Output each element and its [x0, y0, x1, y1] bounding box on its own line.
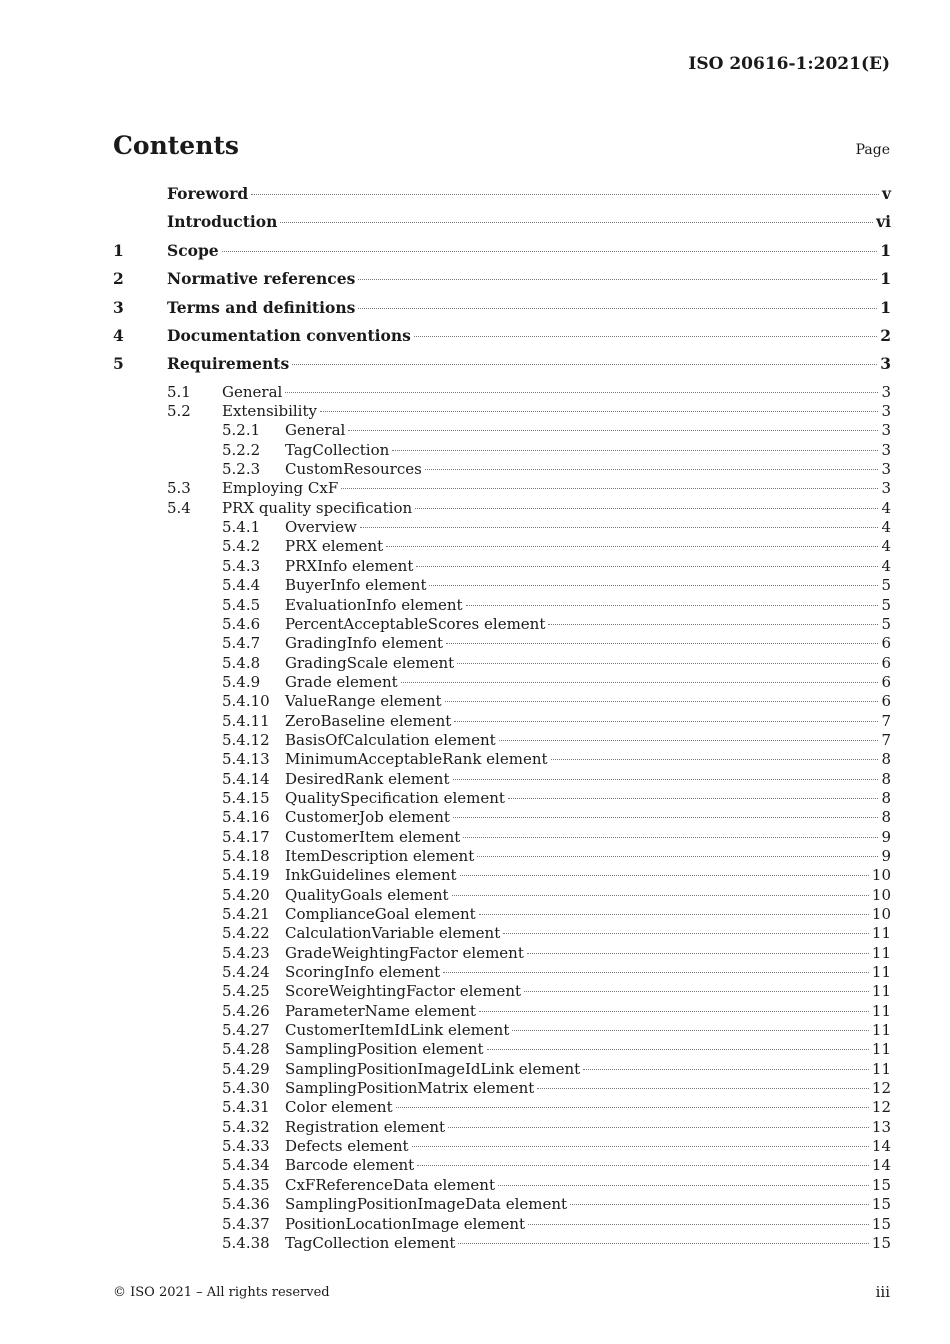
toc-entry[interactable] — [113, 1195, 891, 1214]
toc-entry[interactable] — [113, 184, 891, 212]
dot-leader — [460, 875, 869, 876]
dot-leader — [392, 450, 878, 451]
toc-entry-number: 5.4.31 — [222, 1098, 270, 1117]
toc-entry[interactable] — [113, 905, 891, 924]
toc-entry-page: 3 — [881, 479, 891, 498]
toc-entry-page: 12 — [871, 1098, 891, 1117]
toc-entry[interactable] — [113, 1060, 891, 1079]
toc-entry-label: Barcode element — [285, 1156, 415, 1175]
toc-entry-page: 11 — [871, 924, 891, 943]
toc-entry-number: 5.4.14 — [222, 769, 270, 788]
dot-leader — [251, 194, 879, 195]
toc-entry-number: 5.4.6 — [222, 614, 261, 633]
toc-entry-label: PRX element — [285, 537, 384, 556]
toc-entry[interactable] — [113, 692, 891, 711]
page-number: iii — [875, 1283, 890, 1301]
dot-leader — [463, 837, 878, 838]
toc-entry-label: SamplingPosition element — [285, 1040, 484, 1059]
toc-entry-page: 10 — [871, 866, 891, 885]
dot-leader — [508, 798, 879, 799]
toc-entry[interactable] — [113, 828, 891, 847]
toc-entry-number: 5.4.29 — [222, 1059, 270, 1078]
toc-entry-number: 5.4.5 — [222, 595, 261, 614]
toc-entry-page: 3 — [881, 421, 891, 440]
dot-leader — [503, 933, 869, 934]
toc-entry-page: 4 — [881, 498, 891, 517]
toc-entry[interactable] — [113, 1137, 891, 1156]
toc-entry-page: 9 — [881, 827, 891, 846]
dot-leader — [348, 430, 878, 431]
toc-entry-page: 11 — [871, 1001, 891, 1020]
toc-entry-page: 8 — [881, 788, 891, 807]
toc-entry[interactable] — [113, 1079, 891, 1098]
toc-entry[interactable] — [113, 1002, 891, 1021]
toc-entry-number: 5.4 — [167, 498, 191, 517]
toc-entry[interactable] — [113, 731, 891, 750]
toc-entry-number: 5.4.38 — [222, 1233, 270, 1252]
toc-entry-label: BasisOfCalculation element — [285, 730, 496, 749]
toc-entry-page: 4 — [881, 556, 891, 575]
toc-entry-label: CxFReferenceData element — [285, 1175, 495, 1194]
toc-entry-number: 5.3 — [167, 479, 191, 498]
toc-entry-label: PRXInfo element — [285, 556, 414, 575]
toc-entry-number: 5.4.25 — [222, 982, 270, 1001]
toc-entry-page: 4 — [881, 537, 891, 556]
toc-entry-page: 3 — [880, 354, 891, 374]
toc-entry-label: ScoringInfo element — [285, 963, 441, 982]
toc-entry-number: 5.4.1 — [222, 518, 261, 537]
dot-leader — [498, 1185, 869, 1186]
toc-entry-number: 4 — [113, 325, 124, 345]
toc-entry-label: Terms and definitions — [167, 297, 356, 317]
dot-leader — [320, 411, 878, 412]
toc-entry[interactable] — [113, 1215, 891, 1234]
dot-leader — [446, 643, 878, 644]
toc-entry-page: 3 — [881, 402, 891, 421]
toc-entry[interactable] — [113, 383, 891, 402]
dot-leader — [551, 759, 879, 760]
toc-entry[interactable] — [113, 673, 891, 692]
toc-entry-label: GradingInfo element — [285, 634, 444, 653]
toc-entry-number: 5.4.10 — [222, 692, 270, 711]
toc-entry[interactable] — [113, 298, 891, 326]
toc-entry[interactable] — [113, 654, 891, 673]
dot-leader — [358, 308, 877, 309]
toc-entry[interactable] — [113, 421, 891, 440]
toc-entry[interactable] — [113, 596, 891, 615]
toc-entry-label: BuyerInfo element — [285, 576, 427, 595]
toc-entry-number: 5.4.30 — [222, 1079, 270, 1098]
toc-entry-label: CustomerItem element — [285, 827, 461, 846]
dot-leader — [285, 392, 878, 393]
toc-entry-number: 5 — [113, 354, 124, 374]
dot-leader — [453, 779, 879, 780]
toc-entry[interactable] — [113, 1021, 891, 1040]
toc-entry[interactable] — [113, 241, 891, 269]
toc-entry[interactable] — [113, 1118, 891, 1137]
toc-entry-label: TagCollection — [285, 440, 390, 459]
dot-leader — [448, 1127, 869, 1128]
dot-leader — [458, 1243, 869, 1244]
dot-leader — [453, 817, 879, 818]
toc-entry-page: 5 — [881, 576, 891, 595]
toc-entry-number: 5.4.8 — [222, 653, 261, 672]
toc-entry-page: 6 — [881, 634, 891, 653]
toc-entry-label: GradingScale element — [285, 653, 455, 672]
toc-entry-label: ParameterName element — [285, 1001, 476, 1020]
toc-entry-page: 14 — [871, 1137, 891, 1156]
toc-entry-page: 11 — [871, 1021, 891, 1040]
toc-entry-number: 5.4.20 — [222, 885, 270, 904]
toc-entry-number: 5.4.36 — [222, 1195, 270, 1214]
dot-leader — [341, 488, 878, 489]
toc-entry-number: 5.4.19 — [222, 866, 270, 885]
toc-entry[interactable] — [113, 615, 891, 634]
dot-leader — [360, 527, 879, 528]
dot-leader — [477, 856, 878, 857]
toc-entry-page: 10 — [871, 905, 891, 924]
dot-leader — [457, 663, 878, 664]
toc-entry-page: 6 — [881, 672, 891, 691]
toc-entry[interactable] — [113, 1234, 891, 1253]
toc-entry-page: 3 — [881, 460, 891, 479]
toc-entry-page: 11 — [871, 1040, 891, 1059]
toc-entry-label: InkGuidelines element — [285, 866, 457, 885]
toc-entry-page: 1 — [880, 269, 891, 289]
page-column-label: Page — [855, 142, 890, 158]
toc-entry[interactable] — [113, 576, 891, 595]
toc-entry[interactable] — [113, 866, 891, 885]
toc-entry[interactable] — [113, 1040, 891, 1059]
dot-leader — [443, 972, 869, 973]
toc-entry-number: 5.4.26 — [222, 1001, 270, 1020]
toc-entry-number: 5.4.15 — [222, 788, 270, 807]
toc-entry-page: 2 — [880, 325, 891, 345]
toc-entry-number: 5.4.32 — [222, 1117, 270, 1136]
toc-entry-label: CustomerItemIdLink element — [285, 1021, 510, 1040]
toc-entry-label: Employing CxF — [222, 479, 339, 498]
toc-entry-label: CustomerJob element — [285, 808, 450, 827]
dot-leader — [466, 605, 879, 606]
toc-entry[interactable] — [113, 1098, 891, 1117]
toc-entry-label: MinimumAcceptableRank element — [285, 750, 548, 769]
toc-entry-number: 5.4.22 — [222, 924, 270, 943]
toc-entry-page: 1 — [880, 297, 891, 317]
toc-entry-label: CustomResources — [285, 460, 422, 479]
toc-entry-page: 8 — [881, 750, 891, 769]
toc-entry[interactable] — [113, 269, 891, 297]
toc-entry-number: 5.4.2 — [222, 537, 261, 556]
dot-leader — [454, 721, 878, 722]
toc-entry-label: QualityGoals element — [285, 885, 449, 904]
toc-entry-page: v — [881, 184, 891, 203]
toc-entry[interactable] — [113, 460, 891, 479]
toc-entry-label: Scope — [167, 240, 219, 260]
toc-entry-number: 5.4.21 — [222, 905, 270, 924]
dot-leader — [415, 508, 878, 509]
toc-entry[interactable] — [113, 750, 891, 769]
toc-entry[interactable] — [113, 499, 891, 518]
dot-leader — [537, 1088, 869, 1089]
toc-entry-label: EvaluationInfo element — [285, 595, 463, 614]
toc-entry-number: 3 — [113, 297, 124, 317]
dot-leader — [401, 682, 879, 683]
table-of-contents — [113, 184, 891, 1253]
toc-entry-label: ComplianceGoal element — [285, 905, 476, 924]
toc-entry-number: 5.4.4 — [222, 576, 261, 595]
dot-leader — [570, 1204, 869, 1205]
toc-entry-label: ValueRange element — [285, 692, 442, 711]
toc-entry-number: 5.4.16 — [222, 808, 270, 827]
toc-entry-page: 6 — [881, 653, 891, 672]
toc-entry-label: SamplingPositionMatrix element — [285, 1079, 535, 1098]
toc-entry-number: 5.4.17 — [222, 827, 270, 846]
dot-leader — [280, 222, 873, 223]
dot-leader — [396, 1107, 869, 1108]
toc-entry-number: 5.4.13 — [222, 750, 270, 769]
toc-entry[interactable] — [113, 441, 891, 460]
dot-leader — [479, 914, 869, 915]
dot-leader — [412, 1146, 869, 1147]
toc-entry-page: 12 — [871, 1079, 891, 1098]
toc-entry-label: ItemDescription element — [285, 846, 475, 865]
toc-entry-page: 11 — [871, 982, 891, 1001]
toc-entry-label: Defects element — [285, 1137, 409, 1156]
toc-entry-label: General — [222, 382, 283, 401]
toc-entry-number: 5.4.3 — [222, 556, 261, 575]
dot-leader — [512, 1030, 869, 1031]
toc-entry-label: SamplingPositionImageData element — [285, 1195, 568, 1214]
toc-entry-page: 14 — [871, 1156, 891, 1175]
toc-entry-label: PercentAcceptableScores element — [285, 614, 546, 633]
toc-entry-page: 7 — [881, 730, 891, 749]
toc-entry-label: QualitySpecification element — [285, 788, 505, 807]
toc-entry-label: General — [285, 421, 346, 440]
toc-entry-label: Registration element — [285, 1117, 446, 1136]
dot-leader — [452, 895, 869, 896]
toc-entry-label: ZeroBaseline element — [285, 711, 452, 730]
toc-entry-number: 5.4.33 — [222, 1137, 270, 1156]
toc-entry-page: 1 — [880, 240, 891, 260]
toc-entry-page: 8 — [881, 808, 891, 827]
toc-entry-label: CalculationVariable element — [285, 924, 501, 943]
toc-entry-number: 5.2 — [167, 402, 191, 421]
toc-entry-number: 5.4.11 — [222, 711, 270, 730]
dot-leader — [487, 1049, 869, 1050]
dot-leader — [527, 953, 869, 954]
toc-entry[interactable] — [113, 557, 891, 576]
toc-entry-label: Documentation conventions — [167, 325, 411, 345]
toc-entry[interactable] — [113, 634, 891, 653]
copyright-notice: © ISO 2021 – All rights reserved — [113, 1285, 330, 1300]
toc-entry-page: 15 — [871, 1175, 891, 1194]
toc-entry-number: 5.4.18 — [222, 846, 270, 865]
dot-leader — [524, 991, 869, 992]
toc-entry-number: 5.4.23 — [222, 943, 270, 962]
toc-entry-label: Color element — [285, 1098, 393, 1117]
toc-entry-number: 5.4.35 — [222, 1175, 270, 1194]
dot-leader — [528, 1224, 869, 1225]
toc-entry-label: Requirements — [167, 354, 290, 374]
toc-entry[interactable] — [113, 479, 891, 498]
toc-entry[interactable] — [113, 963, 891, 982]
toc-entry[interactable] — [113, 518, 891, 537]
toc-entry-page: 13 — [871, 1117, 891, 1136]
toc-entry-page: 8 — [881, 769, 891, 788]
toc-entry[interactable] — [113, 1156, 891, 1175]
dot-leader — [292, 364, 877, 365]
toc-entry-number: 5.2.3 — [222, 460, 261, 479]
toc-entry-label: Grade element — [285, 672, 398, 691]
toc-entry-page: 9 — [881, 846, 891, 865]
toc-entry-label: GradeWeightingFactor element — [285, 943, 524, 962]
toc-entry[interactable] — [113, 770, 891, 789]
toc-entry-number: 5.2.1 — [222, 421, 261, 440]
toc-entry-page: 15 — [871, 1233, 891, 1252]
toc-entry[interactable] — [113, 982, 891, 1001]
dot-leader — [222, 251, 878, 252]
toc-entry-label: Extensibility — [222, 402, 317, 421]
toc-entry-number: 5.4.37 — [222, 1214, 270, 1233]
toc-entry-label: SamplingPositionImageIdLink element — [285, 1059, 581, 1078]
toc-entry-page: 15 — [871, 1214, 891, 1233]
toc-entry[interactable] — [113, 326, 891, 354]
dot-leader — [425, 469, 879, 470]
dot-leader — [429, 585, 878, 586]
dot-leader — [416, 566, 878, 567]
dot-leader — [358, 279, 877, 280]
toc-entry-label: DesiredRank element — [285, 769, 450, 788]
toc-entry-page: 11 — [871, 963, 891, 982]
toc-entry-page: 11 — [871, 943, 891, 962]
toc-entry[interactable] — [113, 944, 891, 963]
toc-entry-label: PositionLocationImage element — [285, 1214, 526, 1233]
toc-entry-page: 6 — [881, 692, 891, 711]
toc-entry-label: TagCollection element — [285, 1233, 456, 1252]
toc-entry-label: Normative references — [167, 269, 356, 289]
dot-leader — [548, 624, 878, 625]
toc-entry-label: ScoreWeightingFactor element — [285, 982, 522, 1001]
toc-entry-number: 5.4.24 — [222, 963, 270, 982]
toc-entry-number: 5.4.27 — [222, 1021, 270, 1040]
toc-entry-number: 5.4.12 — [222, 730, 270, 749]
toc-entry-number: 1 — [113, 240, 124, 260]
dot-leader — [417, 1165, 869, 1166]
toc-entry[interactable] — [113, 789, 891, 808]
toc-entry-number: 5.4.7 — [222, 634, 261, 653]
toc-entry-number: 5.4.28 — [222, 1040, 270, 1059]
toc-entry[interactable] — [113, 1176, 891, 1195]
toc-entry-page: 7 — [881, 711, 891, 730]
toc-entry[interactable] — [113, 808, 891, 827]
toc-entry-label: Introduction — [167, 212, 278, 232]
toc-entry[interactable] — [113, 847, 891, 866]
toc-entry[interactable] — [113, 212, 891, 240]
dot-leader — [386, 546, 878, 547]
document-identifier: ISO 20616-1:2021(E) — [688, 54, 890, 74]
toc-entry-number: 5.4.34 — [222, 1156, 270, 1175]
toc-entry-page: 10 — [871, 885, 891, 904]
dot-leader — [414, 336, 877, 337]
toc-entry-page: 5 — [881, 595, 891, 614]
dot-leader — [583, 1069, 869, 1070]
toc-entry-number: 5.1 — [167, 382, 191, 401]
dot-leader — [499, 740, 879, 741]
toc-entry[interactable] — [113, 886, 891, 905]
toc-entry[interactable] — [113, 402, 891, 421]
toc-entry-page: vi — [876, 212, 891, 232]
toc-entry-number: 5.4.9 — [222, 672, 261, 691]
toc-entry[interactable] — [113, 924, 891, 943]
toc-entry-label: PRX quality specification — [222, 498, 413, 517]
toc-entry-label: Foreword — [167, 184, 249, 203]
toc-entry-number: 2 — [113, 269, 124, 289]
toc-entry[interactable] — [113, 354, 891, 382]
toc-entry[interactable] — [113, 537, 891, 556]
toc-entry[interactable] — [113, 712, 891, 731]
toc-entry-page: 3 — [881, 382, 891, 401]
toc-entry-page: 4 — [881, 518, 891, 537]
toc-entry-label: Overview — [285, 518, 357, 537]
page-title: Contents — [113, 131, 240, 160]
toc-entry-page: 3 — [881, 440, 891, 459]
dot-leader — [479, 1011, 869, 1012]
toc-entry-page: 15 — [871, 1195, 891, 1214]
toc-entry-page: 11 — [871, 1059, 891, 1078]
toc-entry-number: 5.2.2 — [222, 440, 261, 459]
dot-leader — [445, 701, 879, 702]
toc-entry-page: 5 — [881, 614, 891, 633]
